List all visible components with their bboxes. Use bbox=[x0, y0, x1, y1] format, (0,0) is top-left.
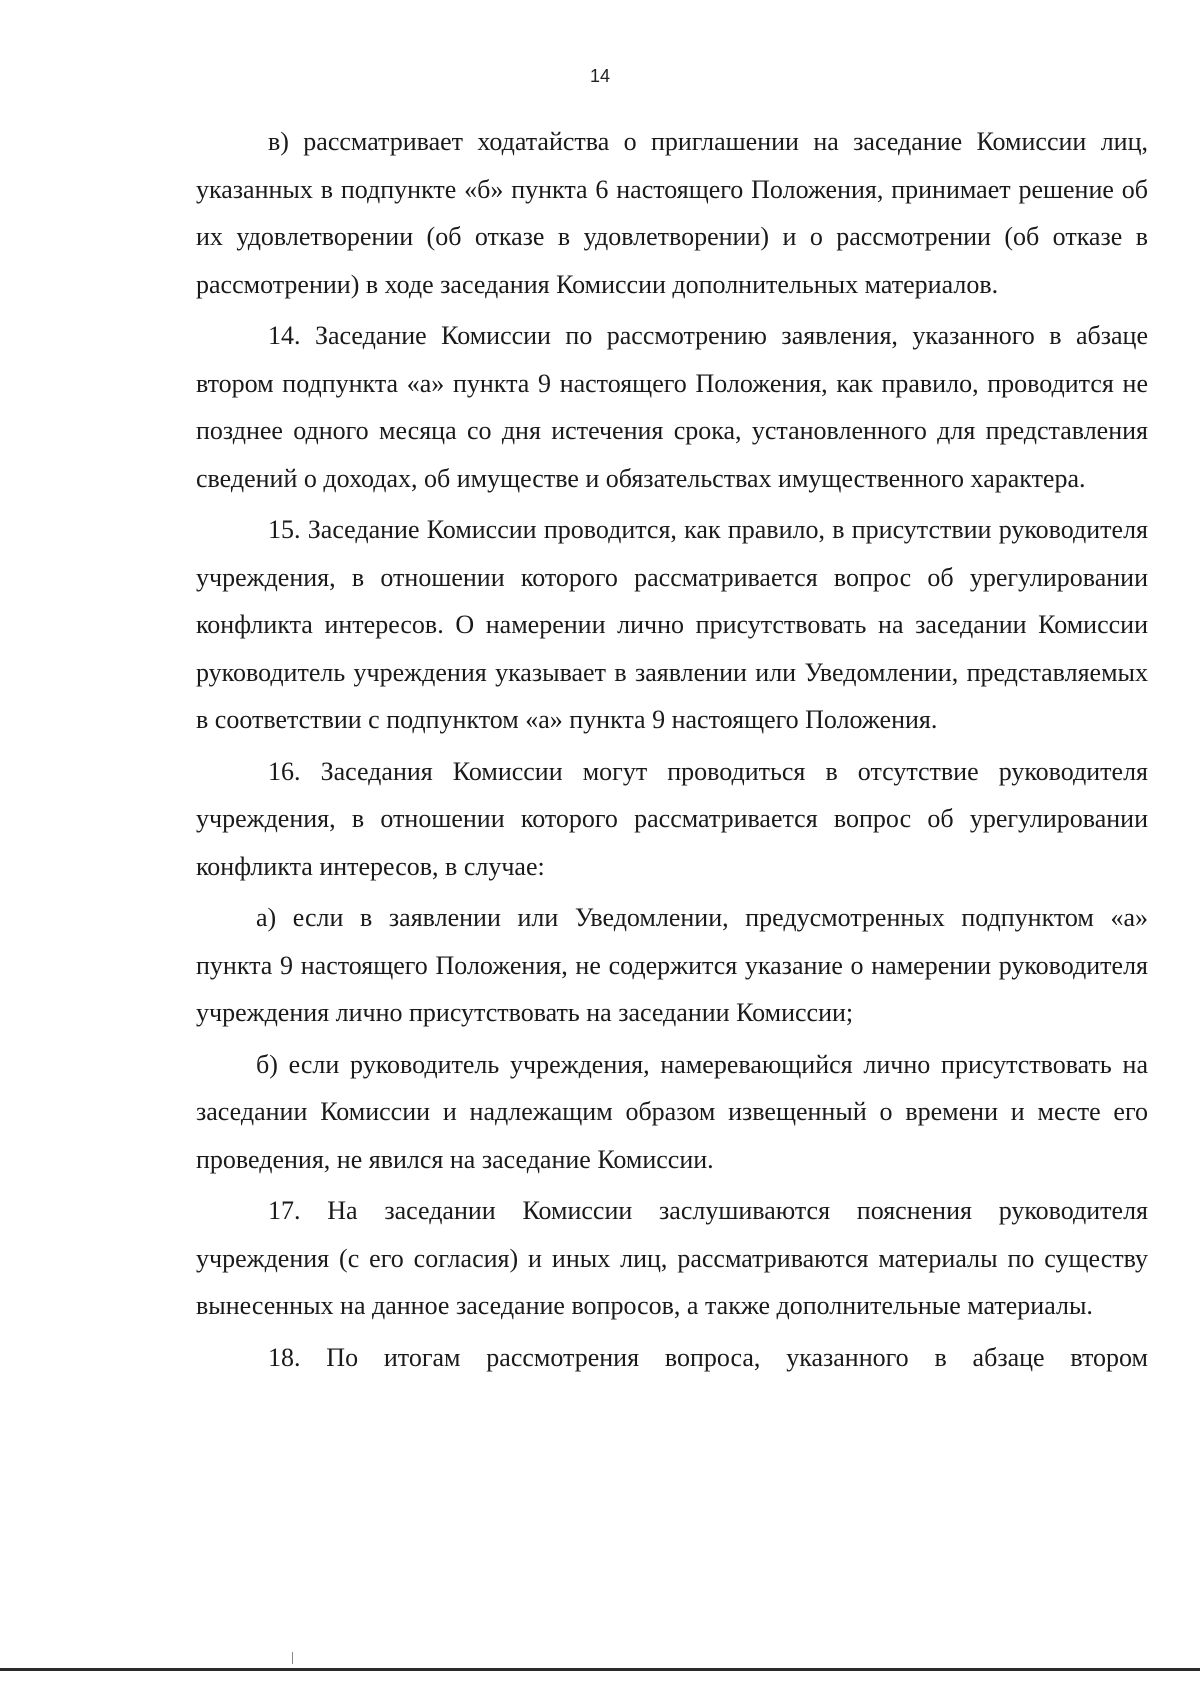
paragraph-15: 15. Заседание Комиссии проводится, как правило, в присутствии руководителя учреждения, в отношении которого рассматривается вопрос об урегулировании конфликта интересов. О намерении лично присутствовать на заседании Комиссии руководитель учреждения указывает в заявлении или Уведомлении, представляемых в соответствии с подпунктом «а» пункта 9 настоящего Положения. bbox=[196, 515, 1148, 734]
paragraph-16-a: а) если в заявлении или Уведомлении, предусмотренных подпунктом «а» пункта 9 настоящего Положения, не содержится указание о намерении руководителя учреждения лично присутствовать на заседании Комиссии; bbox=[196, 903, 1148, 1027]
paragraph-13-v: в) рассматривает ходатайства о приглашении на заседание Комиссии лиц, указанных в подпункте «б» пункта 6 настоящего Положения, принимает решение об их удовлетворении (об отказе в удовлетворении) и о рассмотрении (об отказе в рассмотрении) в ходе заседания Комиссии дополнительных материалов. bbox=[196, 127, 1148, 299]
paragraph-18: 18. По итогам рассмотрения вопроса, указанного в абзаце втором bbox=[268, 1342, 1148, 1372]
paragraph-16-b: б) если руководитель учреждения, намеревающийся лично присутствовать на заседании Комиссии и надлежащим образом извещенный о времени и месте его проведения, не явился на заседание Комиссии. bbox=[196, 1049, 1148, 1174]
scan-mark bbox=[292, 1652, 293, 1664]
document-body bbox=[196, 118, 1148, 1385]
page-number: 14 bbox=[589, 66, 611, 86]
paragraph-17: 17. На заседании Комиссии заслушиваются пояснения руководителя учреждения (с его согласия) и иных лиц, рассматриваются материалы по существу вынесенных на данное заседание вопросов, а также дополнительные материалы. bbox=[196, 1196, 1148, 1320]
paragraph-14: 14. Заседание Комиссии по рассмотрению заявления, указанного в абзаце втором подпункта «а» пункта 9 настоящего Положения, как правило, проводится не позднее одного месяца со дня истечения срока, установленного для представления сведений о доходах, об имуществе и обязательствах имущественного характера. bbox=[196, 321, 1148, 493]
paragraph-16: 16. Заседания Комиссии могут проводиться в отсутствие руководителя учреждения, в отношении которого рассматривается вопрос об урегулировании конфликта интересов, в случае: bbox=[196, 756, 1148, 881]
page-bottom-edge bbox=[0, 1668, 1200, 1671]
